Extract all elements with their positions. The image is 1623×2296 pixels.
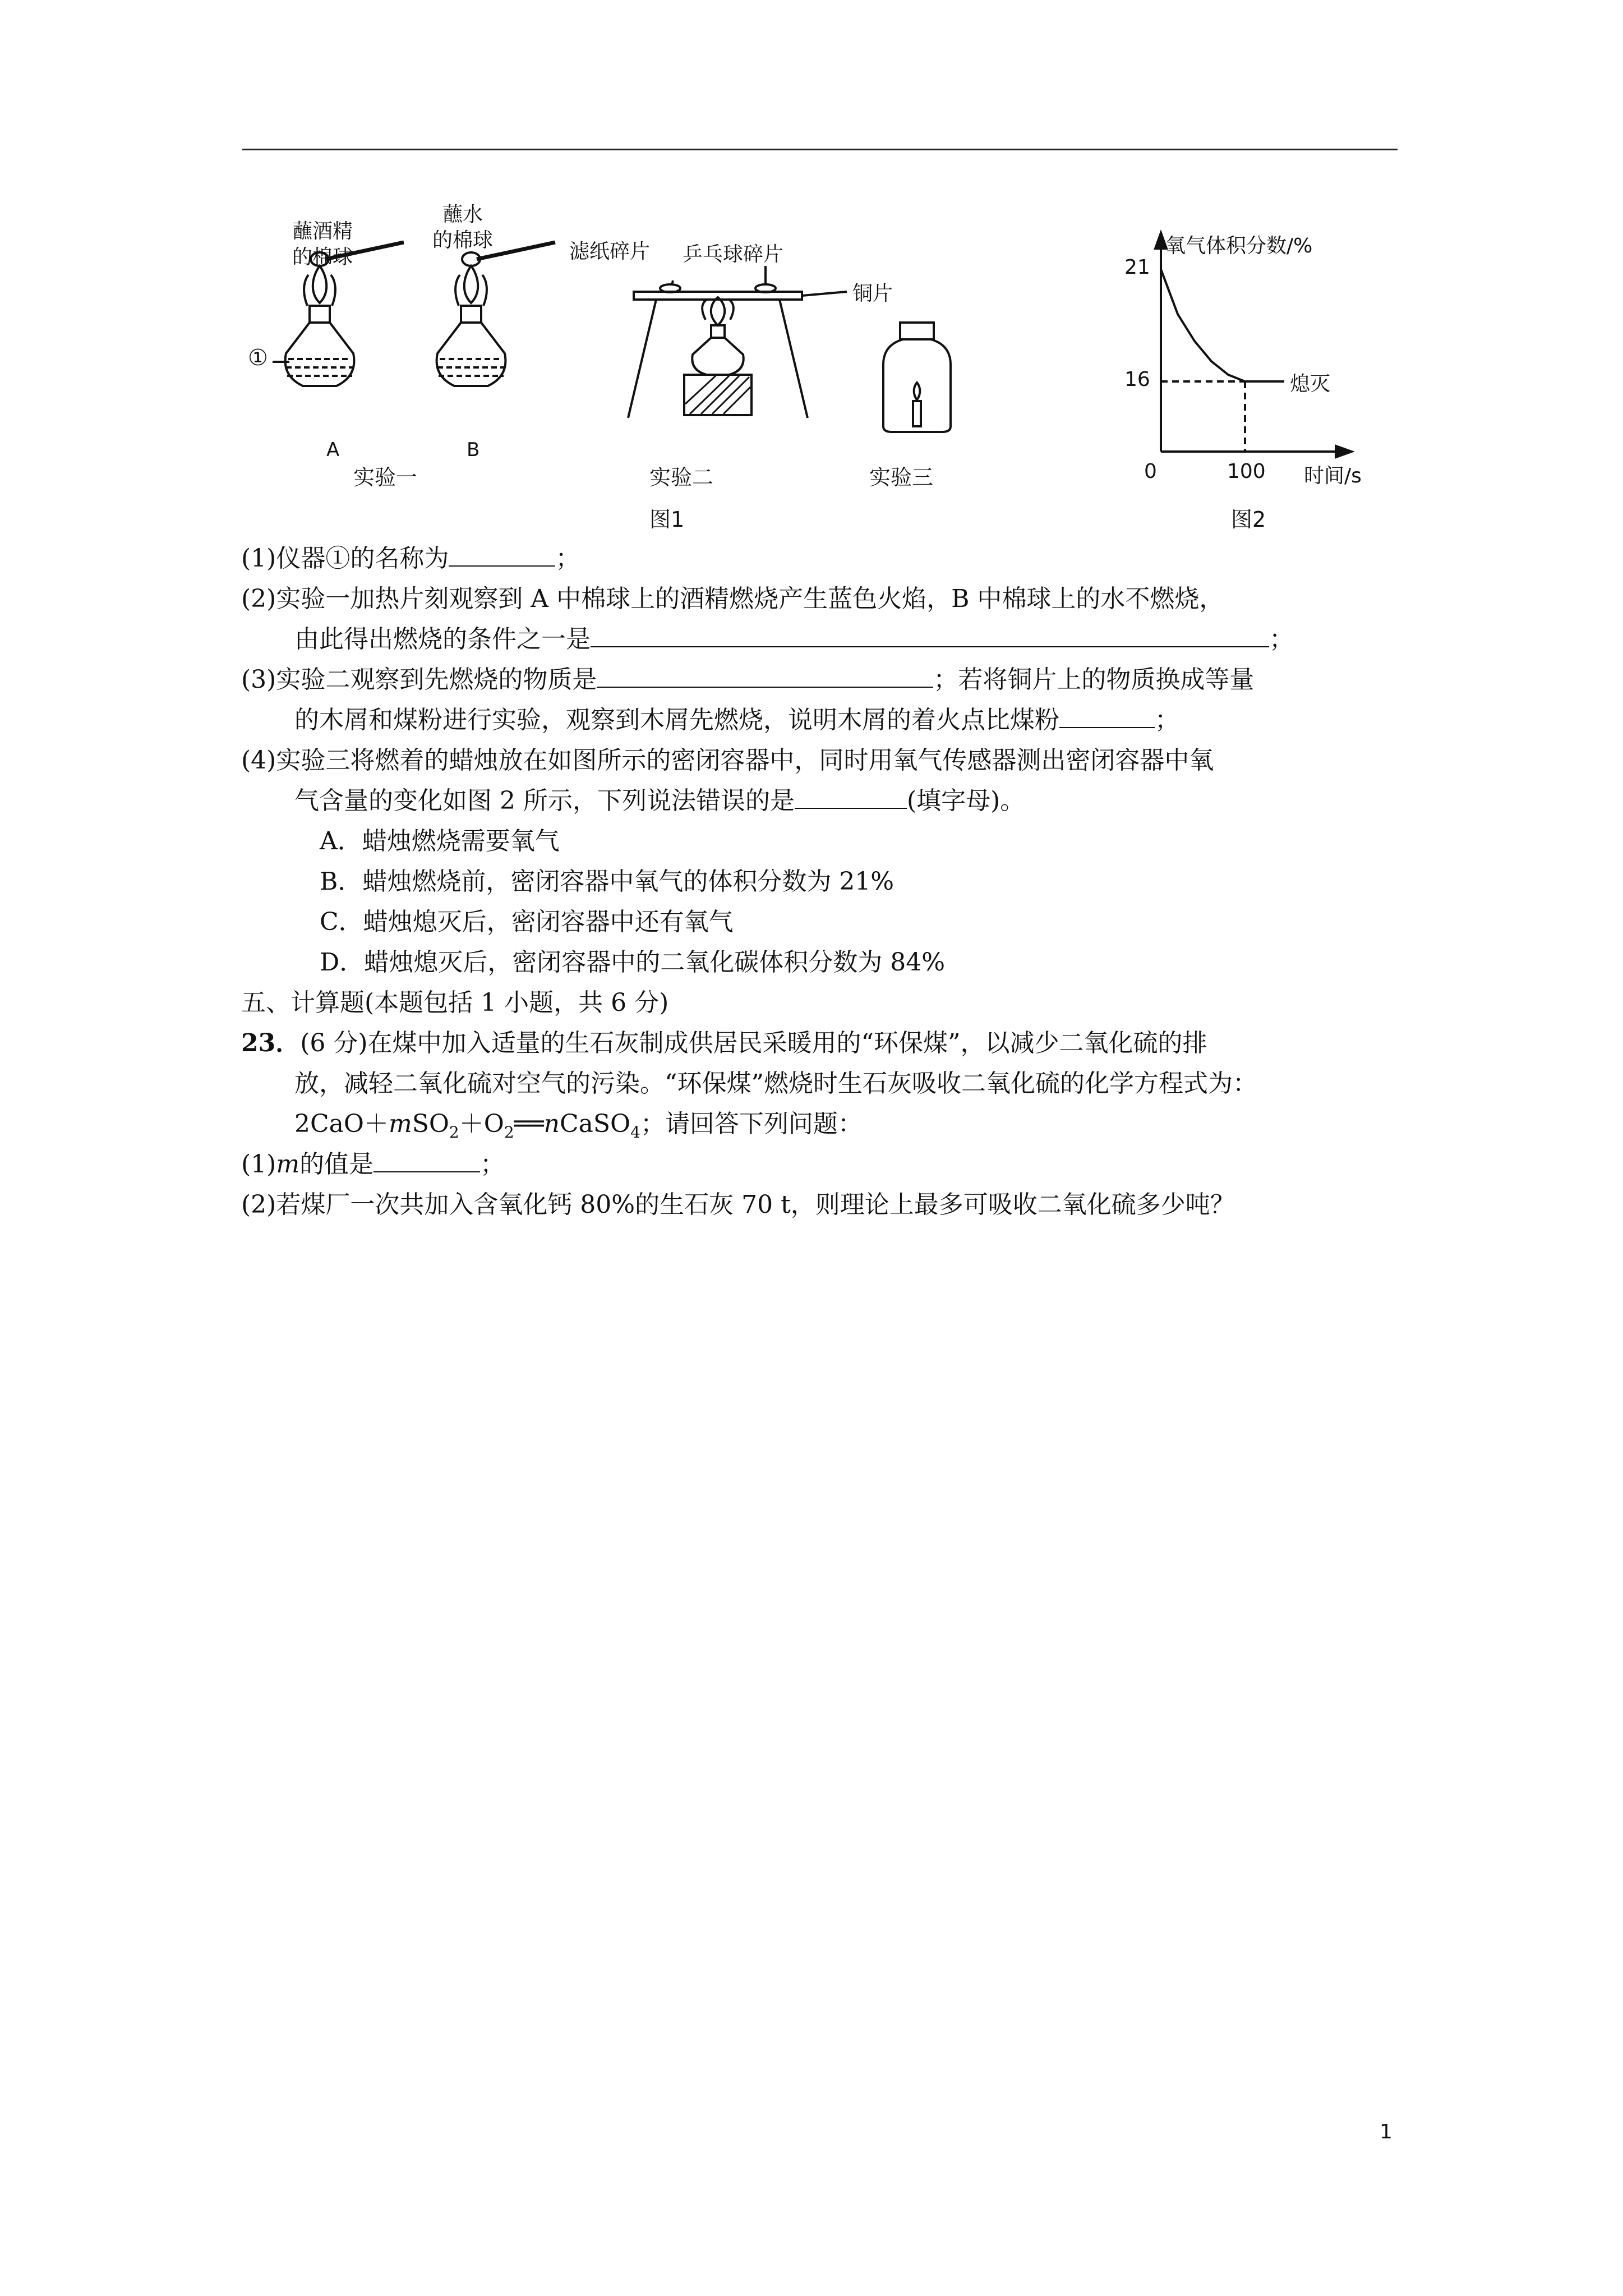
q3-line-1 (241, 660, 1402, 700)
jar-drawing (883, 323, 951, 432)
oxygen-chart (1155, 233, 1352, 457)
exp2-title: 实验二 (649, 465, 714, 490)
option-d: D．蜡烛熄灭后，密闭容器中的二氧化碳体积分数为 84% (320, 948, 946, 977)
chart-series-line (1161, 269, 1245, 381)
option-a: A．蜡烛燃烧需要氧气 (320, 827, 560, 855)
chart-xtick-0: 0 (1144, 460, 1157, 483)
q23-part2: (2)若煤厂一次共加入含氧化钙 80%的生石灰 70 t，则理论上最多可吸收二氧化硫多少吨？ (241, 1190, 1235, 1219)
q3-text-1: (3)实验二观察到先燃烧的物质是 (241, 665, 597, 694)
q1-line (241, 539, 1402, 579)
eq-part-1: 2CaO＋ (294, 1110, 389, 1138)
eq-sub-2b: 2 (504, 1122, 514, 1142)
caption-b: B (467, 439, 480, 461)
chart-xlabel: 时间/s (1304, 464, 1362, 487)
q1-blank[interactable] (449, 543, 555, 567)
option-c: C．蜡烛熄灭后，密闭容器中还有氧气 (320, 908, 734, 936)
q2-text-1: (2)实验一加热片刻观察到 A 中棉球上的酒精燃烧产生蓝色火焰，B 中棉球上的水不燃烧， (241, 585, 1224, 613)
q2-line-2 (241, 619, 1402, 660)
q1-end: ； (555, 544, 580, 573)
exp1-title: 实验一 (353, 465, 418, 490)
label-alcohol-cotton-2: 的棉球 (292, 246, 353, 269)
q3-text-3: 的木屑和煤粉进行实验，观察到木屑先燃烧，说明木屑的着火点比煤粉 (294, 706, 1059, 734)
eq-m: m (388, 1110, 412, 1138)
q4-blank[interactable] (795, 785, 907, 809)
instrument-marker: ① (248, 345, 268, 371)
q2-end: ； (1269, 625, 1294, 654)
q3-line-2 (241, 700, 1402, 740)
q3-text-2: ；若将铜片上的物质换成等量 (933, 665, 1255, 694)
label-alcohol-cotton-1: 蘸酒精 (292, 220, 353, 243)
label-pingpong: 乒乓球碎片 (683, 243, 784, 266)
lamp-b-drawing (437, 242, 555, 386)
q23-line-2: 放，减轻二氧化硫对空气的污染。“环保煤”燃烧时生石灰吸收二氧化硫的化学方程式为： (294, 1069, 1257, 1098)
label-filter-paper: 滤纸碎片 (569, 240, 651, 263)
q2-blank[interactable] (591, 624, 1269, 647)
q4-text-3: (填字母)。 (906, 786, 1025, 815)
page-number: 1 (1380, 2120, 1393, 2143)
q23-line-1 (241, 1023, 1402, 1064)
eq-sub-4: 4 (630, 1122, 640, 1142)
q2-text-2: 由此得出燃烧的条件之一是 (294, 625, 591, 654)
section5-heading: 五、计算题(本题包括 1 小题，共 6 分) (241, 988, 669, 1017)
eq-end: ；请回答下列问题： (640, 1110, 863, 1138)
question-body (241, 539, 1402, 1225)
caption-a: A (326, 439, 340, 461)
q4-text-2: 气含量的变化如图 2 所示，下列说法错误的是 (294, 786, 795, 815)
q4-line-1 (241, 740, 1402, 781)
eq-sub-2a: 2 (449, 1122, 459, 1142)
chart-annotation-extinguish: 熄灭 (1290, 372, 1331, 395)
option-b: B．蜡烛燃烧前，密闭容器中氧气的体积分数为 21% (320, 867, 895, 896)
q2-line-1 (241, 579, 1402, 619)
eq-equals: ══ (514, 1110, 544, 1138)
q23-part1 (241, 1144, 1402, 1185)
p1-index: (1) (241, 1150, 276, 1179)
p1-m: m (276, 1150, 300, 1179)
exp3-title: 实验三 (869, 465, 934, 490)
q1-text: (1)仪器①的名称为 (241, 544, 449, 573)
label-water-cotton-1: 蘸水 (442, 203, 483, 226)
q23-equation (241, 1104, 1402, 1144)
q3-blank-2[interactable] (1059, 705, 1155, 728)
q4-line-2 (241, 781, 1402, 821)
q23-text-1: (6 分)在煤中加入适量的生石灰制成供居民采暖用的“环保煤”，以减少二氧化硫的排 (300, 1029, 1207, 1057)
p1-end: ； (480, 1150, 505, 1179)
figure1-caption: 图1 (649, 507, 685, 532)
chart-xtick-100: 100 (1227, 460, 1266, 483)
chart-ytick-16: 16 (1124, 368, 1150, 391)
experiment-figure (241, 203, 1402, 539)
q3-blank-1[interactable] (597, 664, 933, 688)
eq-so: SO (412, 1110, 449, 1138)
p1-blank[interactable] (374, 1149, 480, 1172)
tripod-drawing (628, 266, 847, 418)
chart-ylabel: 氧气体积分数/% (1165, 234, 1313, 257)
figure2-caption: 图2 (1231, 507, 1266, 532)
p1-text: 的值是 (299, 1150, 374, 1179)
eq-n: n (543, 1110, 560, 1138)
eq-o: ＋O (459, 1110, 504, 1138)
header-rule (242, 149, 1398, 150)
q4-text-1: (4)实验三将燃着的蜡烛放在如图所示的密闭容器中，同时用氧气传感器测出密闭容器中氧 (241, 746, 1214, 775)
label-copper: 铜片 (852, 282, 893, 305)
chart-ytick-21: 21 (1124, 256, 1150, 279)
eq-caso: CaSO (559, 1110, 631, 1138)
label-water-cotton-2: 的棉球 (432, 229, 493, 252)
q3-end: ； (1155, 706, 1179, 734)
q23-number: 23． (241, 1029, 301, 1057)
